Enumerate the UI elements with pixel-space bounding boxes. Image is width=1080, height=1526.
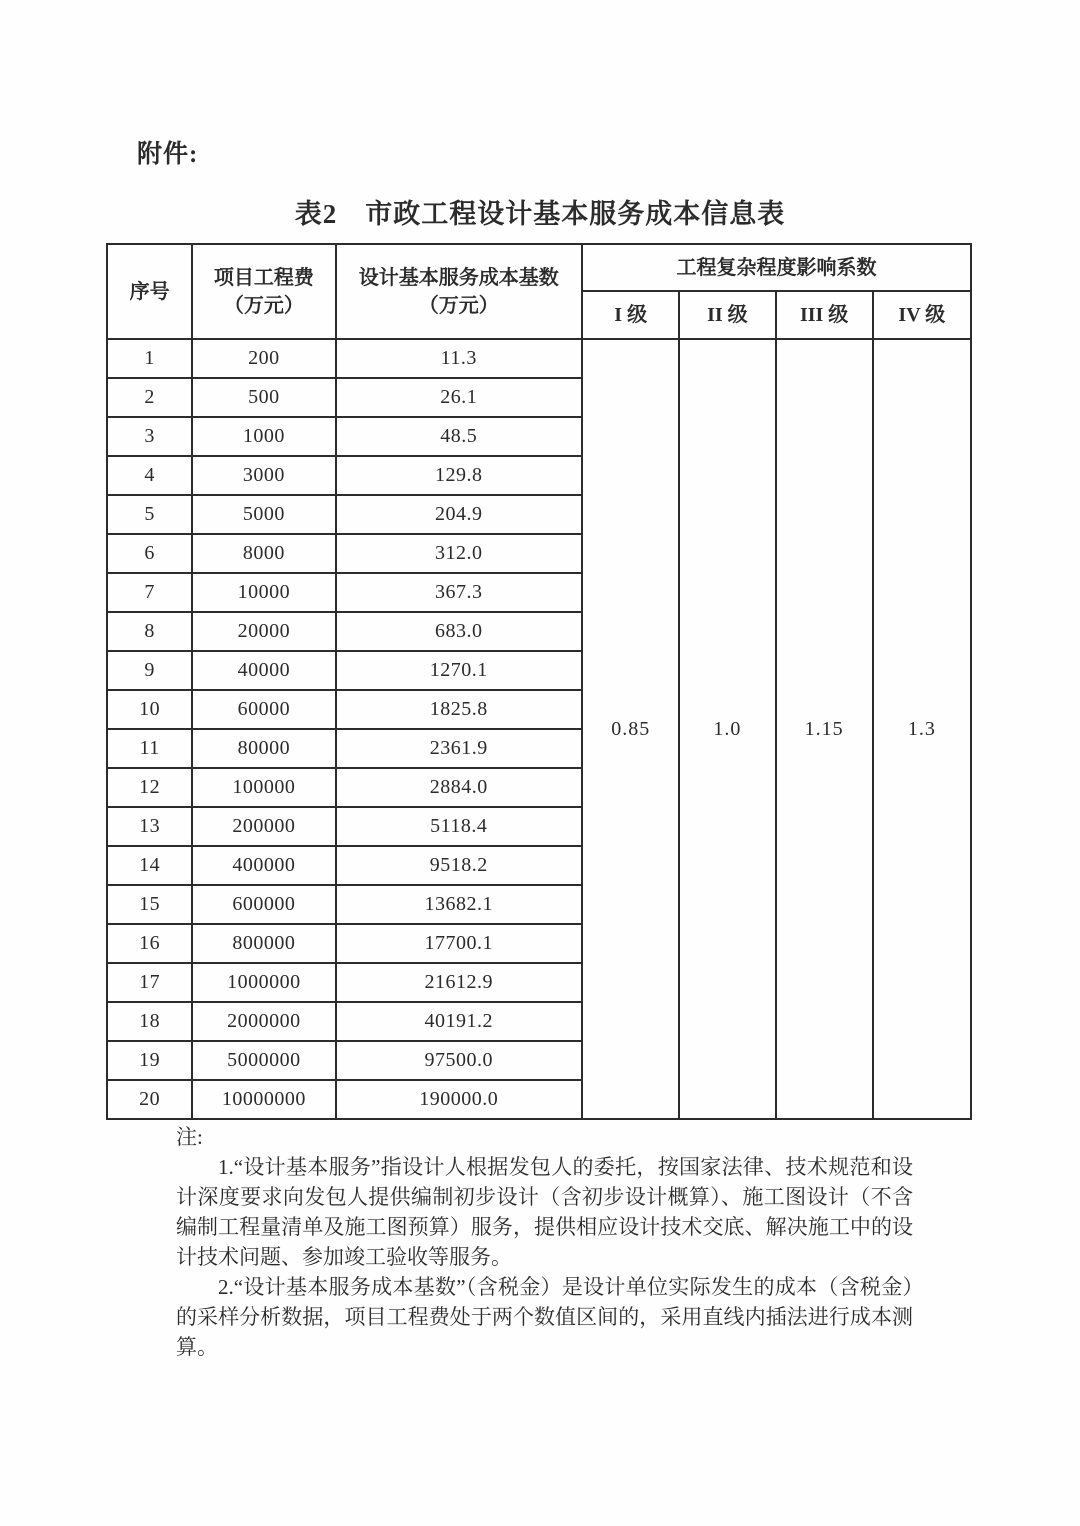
col-header-level-1: I 级 <box>582 291 679 339</box>
col-header-base-cost-label: 设计基本服务成本基数 <box>358 266 559 289</box>
project-cost-cell: 200000 <box>192 807 335 846</box>
project-cost-cell: 400000 <box>192 846 335 885</box>
project-cost-cell: 500 <box>192 378 335 417</box>
base-cost-cell: 11.3 <box>336 339 583 378</box>
project-cost-cell: 3000 <box>192 456 335 495</box>
base-cost-cell: 17700.1 <box>336 924 583 963</box>
base-cost-cell: 97500.0 <box>336 1041 583 1080</box>
project-cost-cell: 20000 <box>192 612 335 651</box>
base-cost-cell: 2884.0 <box>336 768 583 807</box>
project-cost-cell: 1000 <box>192 417 335 456</box>
row-index-cell: 20 <box>107 1080 192 1119</box>
base-cost-cell: 5118.4 <box>336 807 583 846</box>
row-index-cell: 4 <box>107 456 192 495</box>
base-cost-cell: 2361.9 <box>336 729 583 768</box>
base-cost-cell: 312.0 <box>336 534 583 573</box>
project-cost-cell: 100000 <box>192 768 335 807</box>
cost-table <box>106 243 972 1120</box>
project-cost-cell: 1000000 <box>192 963 335 1002</box>
project-cost-cell: 60000 <box>192 690 335 729</box>
project-cost-cell: 200 <box>192 339 335 378</box>
col-header-seq-label: 序号 <box>129 280 170 303</box>
project-cost-cell: 600000 <box>192 885 335 924</box>
col-header-base-cost <box>336 244 583 339</box>
row-index-cell: 19 <box>107 1041 192 1080</box>
row-index-cell: 3 <box>107 417 192 456</box>
base-cost-cell: 13682.1 <box>336 885 583 924</box>
project-cost-cell: 10000000 <box>192 1080 335 1119</box>
row-index-cell: 12 <box>107 768 192 807</box>
project-cost-cell: 8000 <box>192 534 335 573</box>
coefficient-cell: 1.15 <box>776 339 873 1119</box>
row-index-cell: 10 <box>107 690 192 729</box>
col-header-level-2: II 级 <box>679 291 775 339</box>
row-index-cell: 8 <box>107 612 192 651</box>
col-header-coefficient-group <box>582 244 971 291</box>
base-cost-cell: 1270.1 <box>336 651 583 690</box>
table-row <box>107 339 971 378</box>
base-cost-cell: 9518.2 <box>336 846 583 885</box>
base-cost-cell: 204.9 <box>336 495 583 534</box>
col-header-project-cost-unit: （万元） <box>223 294 304 317</box>
base-cost-cell: 683.0 <box>336 612 583 651</box>
col-header-seq <box>107 244 192 339</box>
project-cost-cell: 40000 <box>192 651 335 690</box>
base-cost-cell: 21612.9 <box>336 963 583 1002</box>
base-cost-cell: 1825.8 <box>336 690 583 729</box>
col-header-project-cost <box>192 244 335 339</box>
coefficient-cell: 0.85 <box>582 339 679 1119</box>
row-index-cell: 11 <box>107 729 192 768</box>
row-index-cell: 14 <box>107 846 192 885</box>
col-header-project-cost-label: 项目工程费 <box>213 266 314 289</box>
attachment-label: 附件: <box>137 141 199 168</box>
base-cost-cell: 48.5 <box>336 417 583 456</box>
row-index-cell: 15 <box>107 885 192 924</box>
table-header-row-1 <box>107 244 971 291</box>
row-index-cell: 16 <box>107 924 192 963</box>
base-cost-cell: 367.3 <box>336 573 583 612</box>
base-cost-cell: 40191.2 <box>336 1002 583 1041</box>
col-header-level-4: IV 级 <box>873 291 971 339</box>
row-index-cell: 17 <box>107 963 192 1002</box>
row-index-cell: 13 <box>107 807 192 846</box>
col-header-base-cost-unit: （万元） <box>418 294 499 317</box>
note-item-2: 2.“设计基本服务成本基数”（含税金）是设计单位实际发生的成本（含税金）的采样分析数据，项目工程费处于两个数值区间的，采用直线内插法进行成本测算。 <box>176 1275 913 1359</box>
row-index-cell: 1 <box>107 339 192 378</box>
base-cost-cell: 26.1 <box>336 378 583 417</box>
project-cost-cell: 5000000 <box>192 1041 335 1080</box>
notes-label: 注: <box>176 1125 203 1149</box>
col-header-coefficient-group-label: 工程复杂程度影响系数 <box>676 256 877 279</box>
project-cost-cell: 800000 <box>192 924 335 963</box>
table-body <box>107 339 971 1119</box>
row-index-cell: 5 <box>107 495 192 534</box>
col-header-level-3: III 级 <box>776 291 873 339</box>
row-index-cell: 7 <box>107 573 192 612</box>
project-cost-cell: 5000 <box>192 495 335 534</box>
base-cost-cell: 190000.0 <box>336 1080 583 1119</box>
cost-table-container <box>106 243 972 1120</box>
coefficient-cell: 1.0 <box>679 339 775 1119</box>
row-index-cell: 2 <box>107 378 192 417</box>
project-cost-cell: 2000000 <box>192 1002 335 1041</box>
notes-section <box>176 1122 913 1362</box>
row-index-cell: 9 <box>107 651 192 690</box>
project-cost-cell: 10000 <box>192 573 335 612</box>
coefficient-cell: 1.3 <box>873 339 971 1119</box>
base-cost-cell: 129.8 <box>336 456 583 495</box>
row-index-cell: 6 <box>107 534 192 573</box>
project-cost-cell: 80000 <box>192 729 335 768</box>
page-title: 表2 市政工程设计基本服务成本信息表 <box>294 199 786 229</box>
note-item-1: 1.“设计基本服务”指设计人根据发包人的委托，按国家法律、技术规范和设计深度要求向发包人提供编制初步设计（含初步设计概算）、施工图设计（不含编制工程量清单及施工图预算）服务，提供相应设计技术交底、解决施工中的设计技术问题、参加竣工验收等服务。 <box>176 1155 913 1269</box>
row-index-cell: 18 <box>107 1002 192 1041</box>
